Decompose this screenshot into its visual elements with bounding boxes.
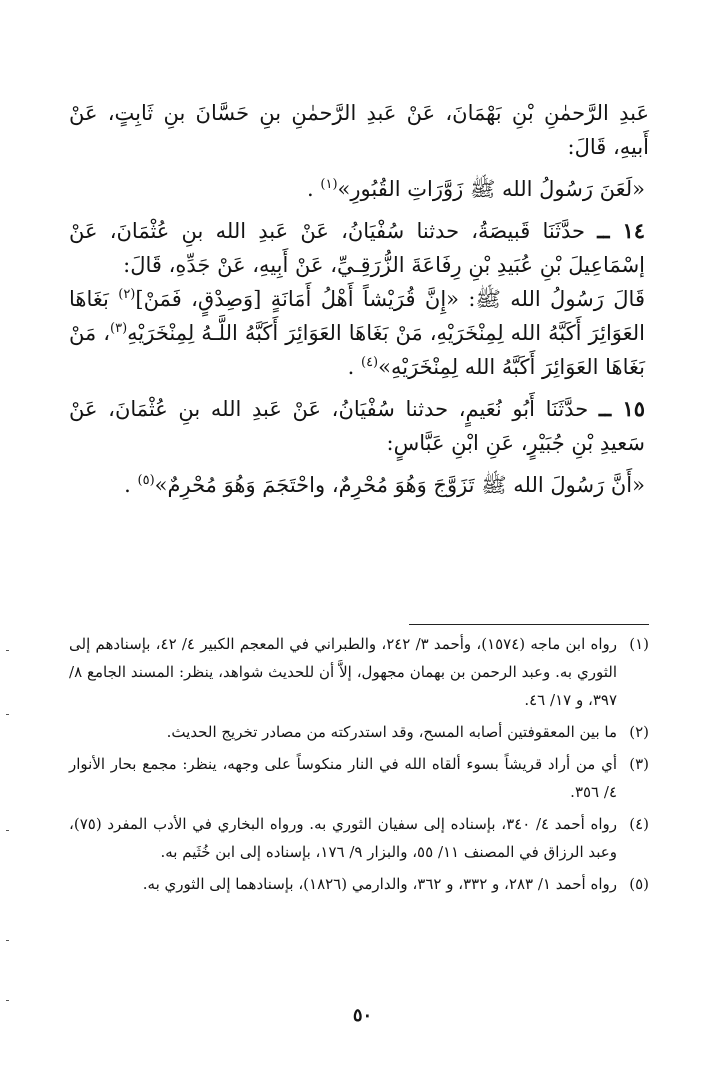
hadith-15-matn [69,468,649,502]
full-stop: . [307,177,314,201]
paragraph-isnad-continuation [69,96,649,164]
hadith-14-matn [69,282,649,384]
scan-mark [6,650,9,651]
hadith-text-part-2: بَغَاهَا العَوَائِرَ أَكَبَّهُ الله لِمِنْخَرَيْهِ، مَنْ بَغَاهَا العَوَائِرَ أَكَبَّهُ اللَّـهُ لِمِنْخَرَيْهِ [69,287,645,345]
hadith-13-matn [69,172,649,206]
footnote-1 [69,630,649,714]
hadith-number-15: ١٥ ــ [598,396,645,421]
footnote-text: رواه ابن ماجه (١٥٧٤)، وأحمد ٣/ ٢٤٢، والطبراني في المعجم الكبير ٤/ ٤٢، بإسنادهم إلى الثوري به. وعبد الرحمن بن بهمان مجهول، إلاَّ أن للحديث شواهد، ينظر: المسند الجامع ٨/ ٣٩٧، و ١٧/ ٤٦. [69,635,617,709]
hadith-text: «لَعَنَ رَسُولُ الله ﷺ زَوَّرَاتِ القُبُورِ» [337,177,645,201]
footnote-ref-4: (٤) [360,355,379,370]
footnote-text: ما بين المعقوفتين أصابه المسح، وقد استدركته من مصادر تخريج الحديث. [166,723,617,741]
footnotes [69,630,649,902]
footnote-ref-2: (٢) [118,287,136,302]
footnote-number: (٥) [629,875,649,893]
footnote-number: (٣) [629,755,649,773]
hadith-text: حدَّثَنَا قَبيصَةُ، حدثنا سُفْيَانُ، عَنْ عَبدِ الله بنِ عُثْمَانَ، عَنْ إسْمَاعِيلَ بْنِ عُبَيدِ بْنِ رِفَاعَةَ الزُّرَقِـيِّ، عَنْ أَبِيهِ، عَنْ جَدِّهِ، قَالَ: [69,219,645,277]
hadith-text-part-3: ، مَنْ بَغَاهَا العَوَائِرَ أَكَبَّهُ الله لِمِنْخَرَيْهِ» [69,321,645,379]
footnote-ref-3: (٣) [110,321,128,336]
footnote-2 [69,718,649,746]
scan-mark [6,830,9,831]
footnote-4 [69,810,649,866]
full-stop: . [347,355,355,379]
scan-mark [6,714,9,715]
scan-mark [6,940,9,941]
hadith-text-part-1: قَالَ رَسُولُ الله ﷺ: «إِنَّ قُرَيْشاً أَهْلُ أَمَانَةٍ [وَصِدْقٍ، فَمَنْ] [135,287,645,311]
footnote-text: أي من أراد قريشاً بسوء ألقاه الله في النار منكوساً على وجهه، ينظر: مجمع بحار الأنوار ٤/ ٣٥٦. [69,755,617,801]
full-stop: . [124,473,131,497]
footnote-5 [69,870,649,898]
footnote-text: رواه أحمد ١/ ٢٨٣، و ٣٣٢، و ٣٦٢، والدارمي (١٨٢٦)، بإسنادهما إلى الثوري به. [142,875,617,893]
hadith-text: حدَّثَنَا أَبُو نُعَيمٍ، حدثنا سُفْيَانُ، عَنْ عَبدِ الله بنِ عُثْمَانَ، عَنْ سَعيدِ بْنِ جُبَيْرٍ، عَنِ ابْنِ عَبَّاسٍ: [69,397,645,455]
footnote-number: (٢) [629,723,649,741]
footnote-ref-5: (٥) [137,473,155,488]
hadith-15-isnad [69,392,649,460]
hadith-number-14: ١٤ ــ [597,218,645,243]
main-text [69,96,649,502]
footnote-number: (١) [629,635,649,653]
scan-mark [6,1000,9,1001]
hadith-text: «أَنَّ رَسُولَ الله ﷺ تَزَوَّجَ وَهُوَ مُحْرِمٌ، واحْتَجَمَ وَهُوَ مُحْرِمٌ» [154,473,645,497]
hadith-14-isnad [69,214,649,282]
footnote-number: (٤) [629,815,649,833]
footnote-text: رواه أحمد ٤/ ٣٤٠، بإسناده إلى سفيان الثوري به. ورواه البخاري في الأدب المفرد (٧٥)، وعبد الرزاق في المصنف ١١/ ٥٥، والبزار ٩/ ١٧٦، بإسناده إلى ابن خُثَيم به. [69,815,617,861]
footnote-divider [409,624,649,625]
page-number: ٥٠ [352,1005,373,1026]
footnote-3 [69,750,649,806]
paragraph-text: عَبدِ الرَّحمٰنِ بْنِ بَهْمَانَ، عَنْ عَبدِ الرَّحمٰنِ بنِ حَسَّانَ بنِ ثَابِتٍ، عَنْ أَبيهِ، قَالَ: [69,101,649,159]
footnote-ref-1: (١) [320,177,338,192]
